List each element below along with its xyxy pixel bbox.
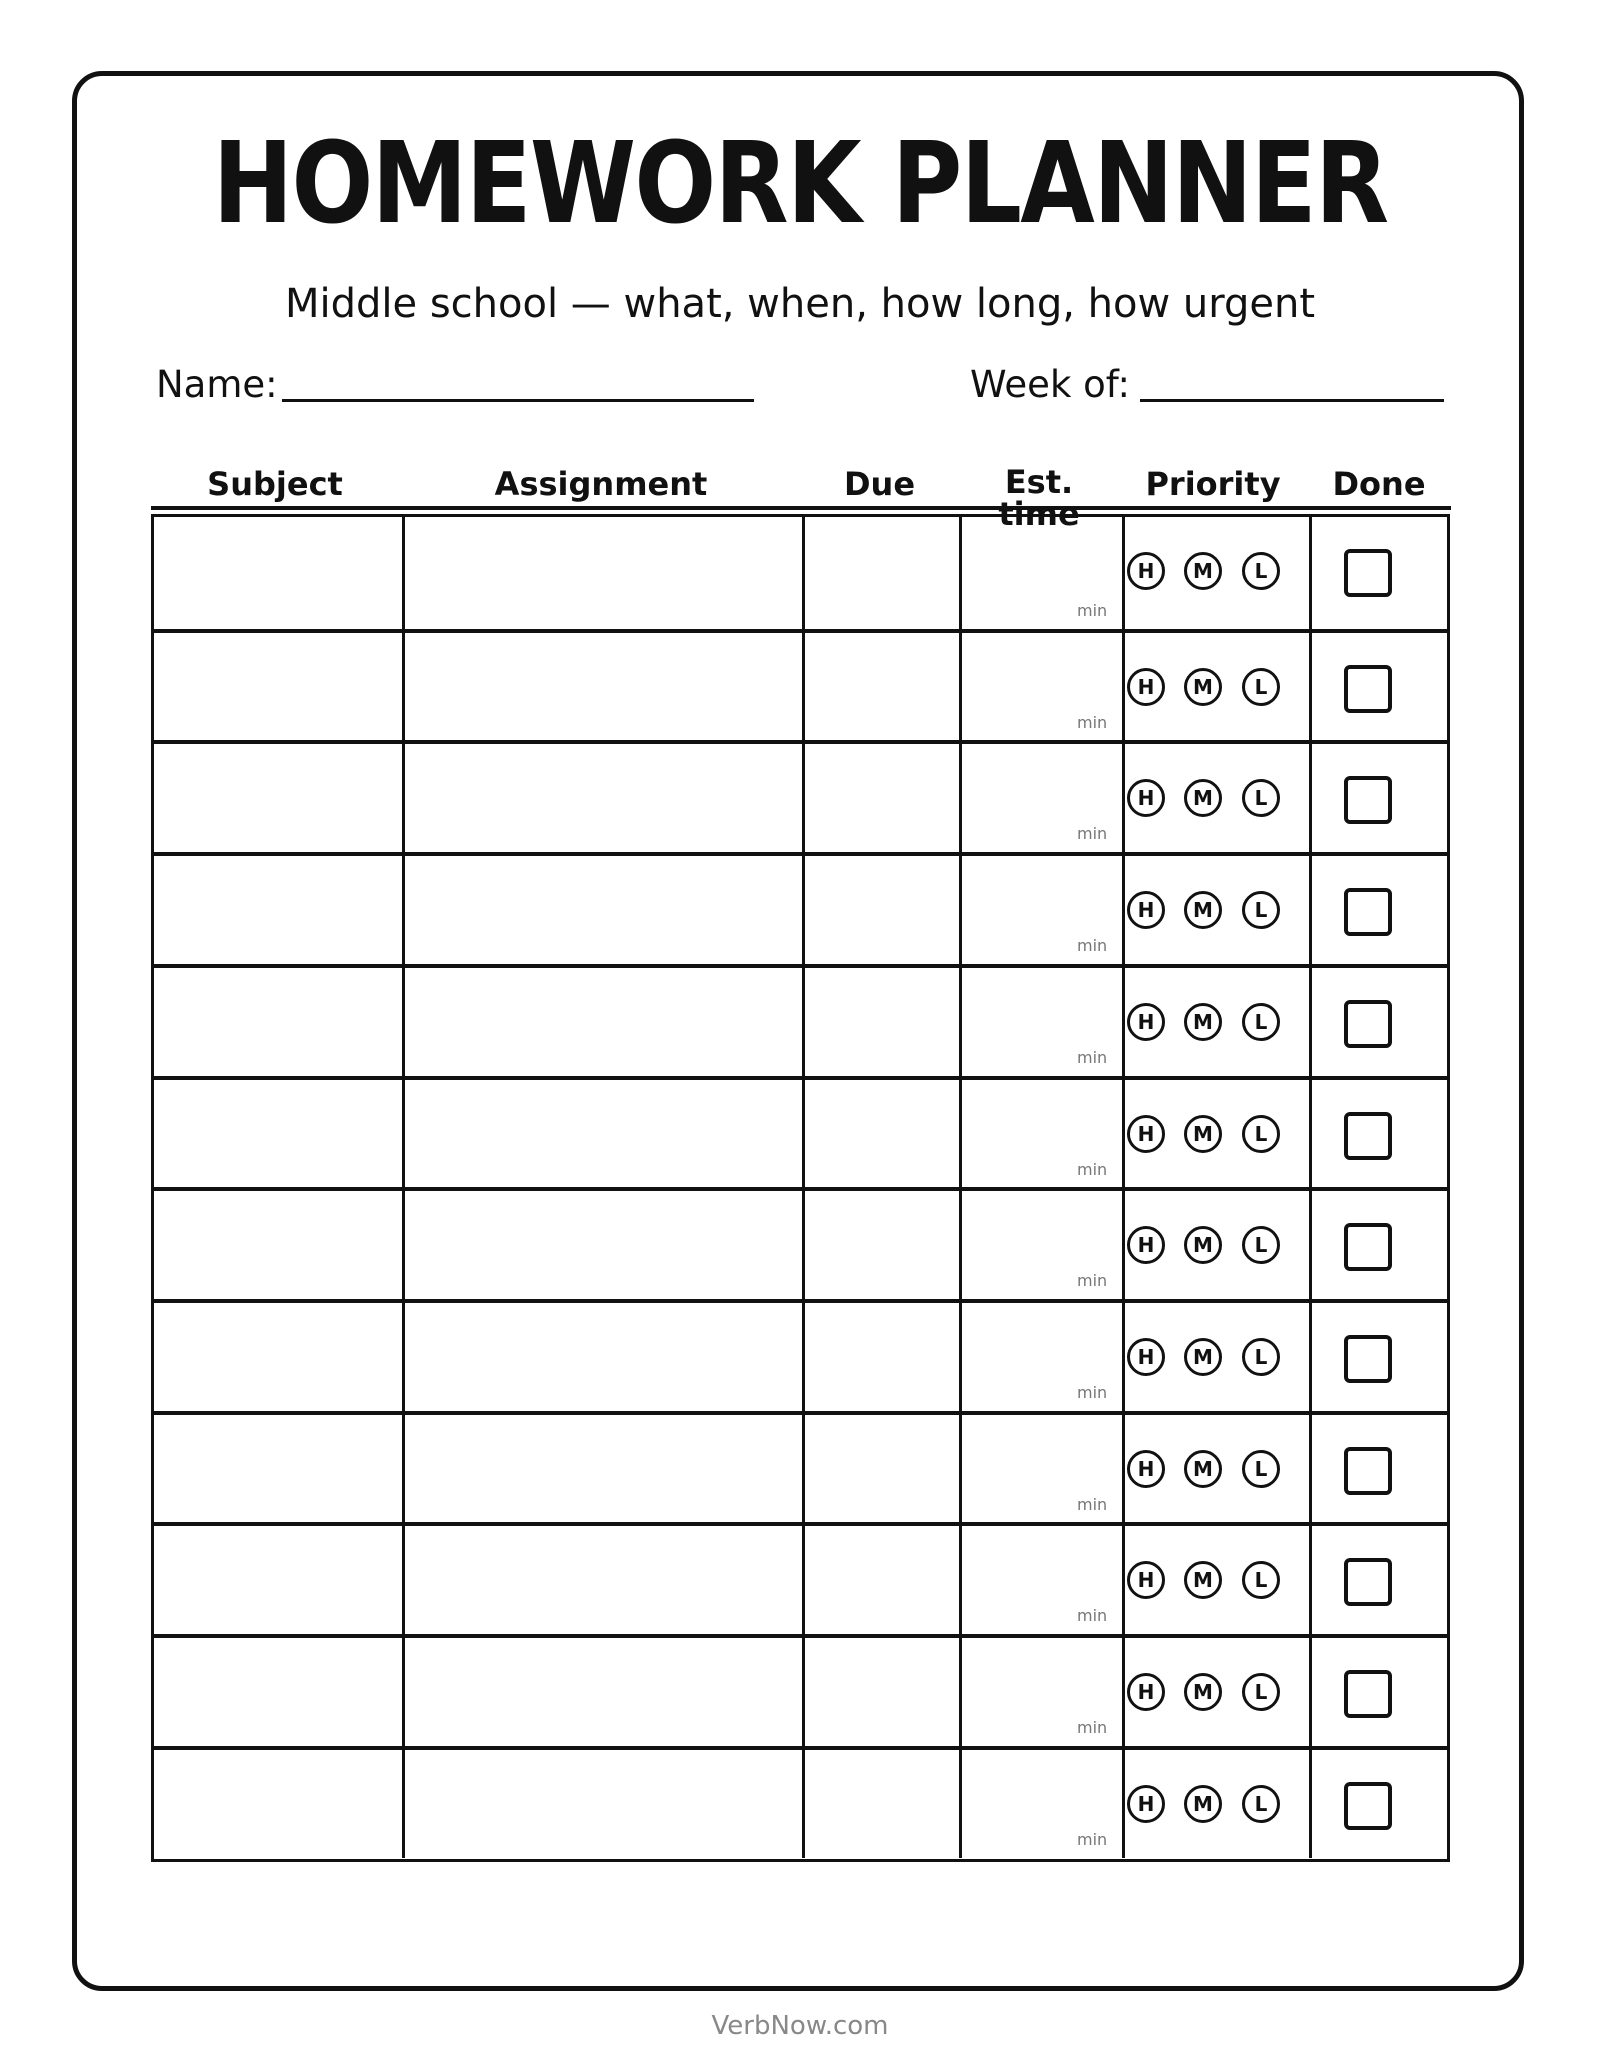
table-row: [154, 629, 1447, 741]
done-checkbox[interactable]: [1344, 1112, 1392, 1160]
column-divider: [1122, 1303, 1125, 1411]
column-header-done: Done: [1332, 465, 1426, 503]
done-checkbox[interactable]: [1344, 1558, 1392, 1606]
assignment-cell[interactable]: [402, 856, 802, 964]
table-row: [154, 852, 1447, 964]
priority-option-m[interactable]: M: [1184, 891, 1222, 929]
done-checkbox[interactable]: [1344, 1000, 1392, 1048]
priority-option-m[interactable]: M: [1184, 779, 1222, 817]
assignment-cell[interactable]: [402, 1526, 802, 1634]
due-cell[interactable]: [802, 856, 959, 964]
column-divider: [1309, 1415, 1312, 1523]
column-divider: [1309, 633, 1312, 741]
due-cell[interactable]: [802, 1191, 959, 1299]
priority-option-m[interactable]: M: [1184, 1115, 1222, 1153]
priority-option-h[interactable]: H: [1127, 1115, 1165, 1153]
page-subtitle: Middle school — what, when, how long, how urgent: [284, 281, 1316, 327]
column-divider: [1122, 1526, 1125, 1634]
time-unit-label: min: [1077, 824, 1108, 843]
priority-option-m[interactable]: M: [1184, 1561, 1222, 1599]
column-divider: [1122, 1191, 1125, 1299]
done-checkbox[interactable]: [1344, 888, 1392, 936]
name-label: Name:: [156, 363, 278, 406]
page-title: HOMEWORK PLANNER: [212, 119, 1388, 249]
priority-option-l[interactable]: L: [1242, 668, 1280, 706]
planner-table: [151, 514, 1450, 1862]
time-unit-label: min: [1077, 1606, 1108, 1625]
done-checkbox[interactable]: [1344, 549, 1392, 597]
due-cell[interactable]: [802, 1638, 959, 1746]
time-unit-label: min: [1077, 713, 1108, 732]
due-cell[interactable]: [802, 1080, 959, 1188]
name-field[interactable]: [282, 399, 754, 402]
week-of-label: Week of:: [970, 363, 1130, 406]
subject-cell[interactable]: [154, 633, 402, 741]
priority-option-m[interactable]: M: [1184, 1673, 1222, 1711]
column-divider: [1309, 744, 1312, 852]
column-divider: [1122, 744, 1125, 852]
done-checkbox[interactable]: [1344, 1670, 1392, 1718]
column-header-subject: Subject: [207, 465, 343, 503]
assignment-cell[interactable]: [402, 744, 802, 852]
column-divider: [1309, 968, 1312, 1076]
assignment-cell[interactable]: [402, 1303, 802, 1411]
priority-option-h[interactable]: H: [1127, 1338, 1165, 1376]
table-row: [154, 1634, 1447, 1746]
assignment-cell[interactable]: [402, 968, 802, 1076]
assignment-cell[interactable]: [402, 633, 802, 741]
priority-option-l[interactable]: L: [1242, 1561, 1280, 1599]
time-unit-label: min: [1077, 936, 1108, 955]
priority-option-l[interactable]: L: [1242, 1115, 1280, 1153]
due-cell[interactable]: [802, 1415, 959, 1523]
table-row: [154, 1076, 1447, 1188]
priority-option-l[interactable]: L: [1242, 552, 1280, 590]
priority-option-l[interactable]: L: [1242, 1673, 1280, 1711]
column-header-priority: Priority: [1145, 465, 1281, 503]
column-divider: [1122, 633, 1125, 741]
subject-cell[interactable]: [154, 968, 402, 1076]
priority-option-l[interactable]: L: [1242, 1785, 1280, 1823]
priority-option-m[interactable]: M: [1184, 552, 1222, 590]
column-divider: [1122, 968, 1125, 1076]
priority-option-h[interactable]: H: [1127, 1450, 1165, 1488]
priority-option-m[interactable]: M: [1184, 1450, 1222, 1488]
priority-option-m[interactable]: M: [1184, 1338, 1222, 1376]
assignment-cell[interactable]: [402, 517, 802, 629]
time-unit-label: min: [1077, 1830, 1108, 1849]
priority-option-l[interactable]: L: [1242, 1226, 1280, 1264]
column-divider: [1309, 1191, 1312, 1299]
column-divider: [1122, 1750, 1125, 1858]
column-divider: [1309, 1638, 1312, 1746]
done-checkbox[interactable]: [1344, 1447, 1392, 1495]
time-unit-label: min: [1077, 601, 1108, 620]
time-unit-label: min: [1077, 1271, 1108, 1290]
subject-cell[interactable]: [154, 856, 402, 964]
priority-option-h[interactable]: H: [1127, 891, 1165, 929]
table-row: [154, 1522, 1447, 1634]
column-divider: [1122, 1080, 1125, 1188]
footer-credit: VerbNow.com: [711, 2011, 889, 2041]
due-cell[interactable]: [802, 517, 959, 629]
table-row: [154, 1411, 1447, 1523]
time-unit-label: min: [1077, 1048, 1108, 1067]
column-divider: [1309, 1750, 1312, 1858]
subject-cell[interactable]: [154, 744, 402, 852]
column-divider: [1309, 517, 1312, 629]
priority-option-m[interactable]: M: [1184, 668, 1222, 706]
priority-option-h[interactable]: H: [1127, 1003, 1165, 1041]
priority-option-h[interactable]: H: [1127, 1673, 1165, 1711]
assignment-cell[interactable]: [402, 1080, 802, 1188]
subject-cell[interactable]: [154, 1415, 402, 1523]
table-row: [154, 1746, 1447, 1858]
priority-option-l[interactable]: L: [1242, 1338, 1280, 1376]
assignment-cell[interactable]: [402, 1191, 802, 1299]
priority-option-h[interactable]: H: [1127, 779, 1165, 817]
subject-cell[interactable]: [154, 1638, 402, 1746]
priority-option-m[interactable]: M: [1184, 1785, 1222, 1823]
due-cell[interactable]: [802, 1303, 959, 1411]
due-cell[interactable]: [802, 968, 959, 1076]
table-row: [154, 964, 1447, 1076]
priority-option-l[interactable]: L: [1242, 1450, 1280, 1488]
assignment-cell[interactable]: [402, 1750, 802, 1858]
time-unit-label: min: [1077, 1718, 1108, 1737]
priority-option-l[interactable]: L: [1242, 1003, 1280, 1041]
priority-option-h[interactable]: H: [1127, 1785, 1165, 1823]
priority-option-l[interactable]: L: [1242, 891, 1280, 929]
priority-option-h[interactable]: H: [1127, 552, 1165, 590]
due-cell[interactable]: [802, 633, 959, 741]
column-divider: [1309, 1303, 1312, 1411]
week-of-field[interactable]: [1140, 399, 1444, 402]
column-divider: [1122, 856, 1125, 964]
assignment-cell[interactable]: [402, 1638, 802, 1746]
subject-cell[interactable]: [154, 1303, 402, 1411]
column-divider: [1122, 1415, 1125, 1523]
column-divider: [1309, 1526, 1312, 1634]
table-row: [154, 1299, 1447, 1411]
priority-option-m[interactable]: M: [1184, 1003, 1222, 1041]
table-row: [154, 740, 1447, 852]
due-cell[interactable]: [802, 1750, 959, 1858]
column-divider: [1309, 856, 1312, 964]
time-unit-label: min: [1077, 1495, 1108, 1514]
column-header-due: Due: [843, 465, 916, 503]
column-divider: [1122, 517, 1125, 629]
priority-option-h[interactable]: H: [1127, 1561, 1165, 1599]
subject-cell[interactable]: [154, 1191, 402, 1299]
done-checkbox[interactable]: [1344, 776, 1392, 824]
done-checkbox[interactable]: [1344, 1223, 1392, 1271]
column-header-assignment: Assignment: [494, 465, 708, 503]
subject-cell[interactable]: [154, 1526, 402, 1634]
assignment-cell[interactable]: [402, 1415, 802, 1523]
due-cell[interactable]: [802, 1526, 959, 1634]
time-unit-label: min: [1077, 1383, 1108, 1402]
table-row: [154, 1187, 1447, 1299]
done-checkbox[interactable]: [1344, 665, 1392, 713]
subject-cell[interactable]: [154, 1080, 402, 1188]
priority-option-m[interactable]: M: [1184, 1226, 1222, 1264]
column-header-est-time: Est. time: [998, 463, 1080, 533]
priority-option-l[interactable]: L: [1242, 779, 1280, 817]
table-row: [154, 517, 1447, 629]
done-checkbox[interactable]: [1344, 1782, 1392, 1830]
subject-cell[interactable]: [154, 517, 402, 629]
header-rule: [151, 506, 1451, 510]
priority-option-h[interactable]: H: [1127, 1226, 1165, 1264]
column-divider: [1309, 1080, 1312, 1188]
column-divider: [1122, 1638, 1125, 1746]
done-checkbox[interactable]: [1344, 1335, 1392, 1383]
subject-cell[interactable]: [154, 1750, 402, 1858]
priority-option-h[interactable]: H: [1127, 668, 1165, 706]
time-unit-label: min: [1077, 1160, 1108, 1179]
due-cell[interactable]: [802, 744, 959, 852]
